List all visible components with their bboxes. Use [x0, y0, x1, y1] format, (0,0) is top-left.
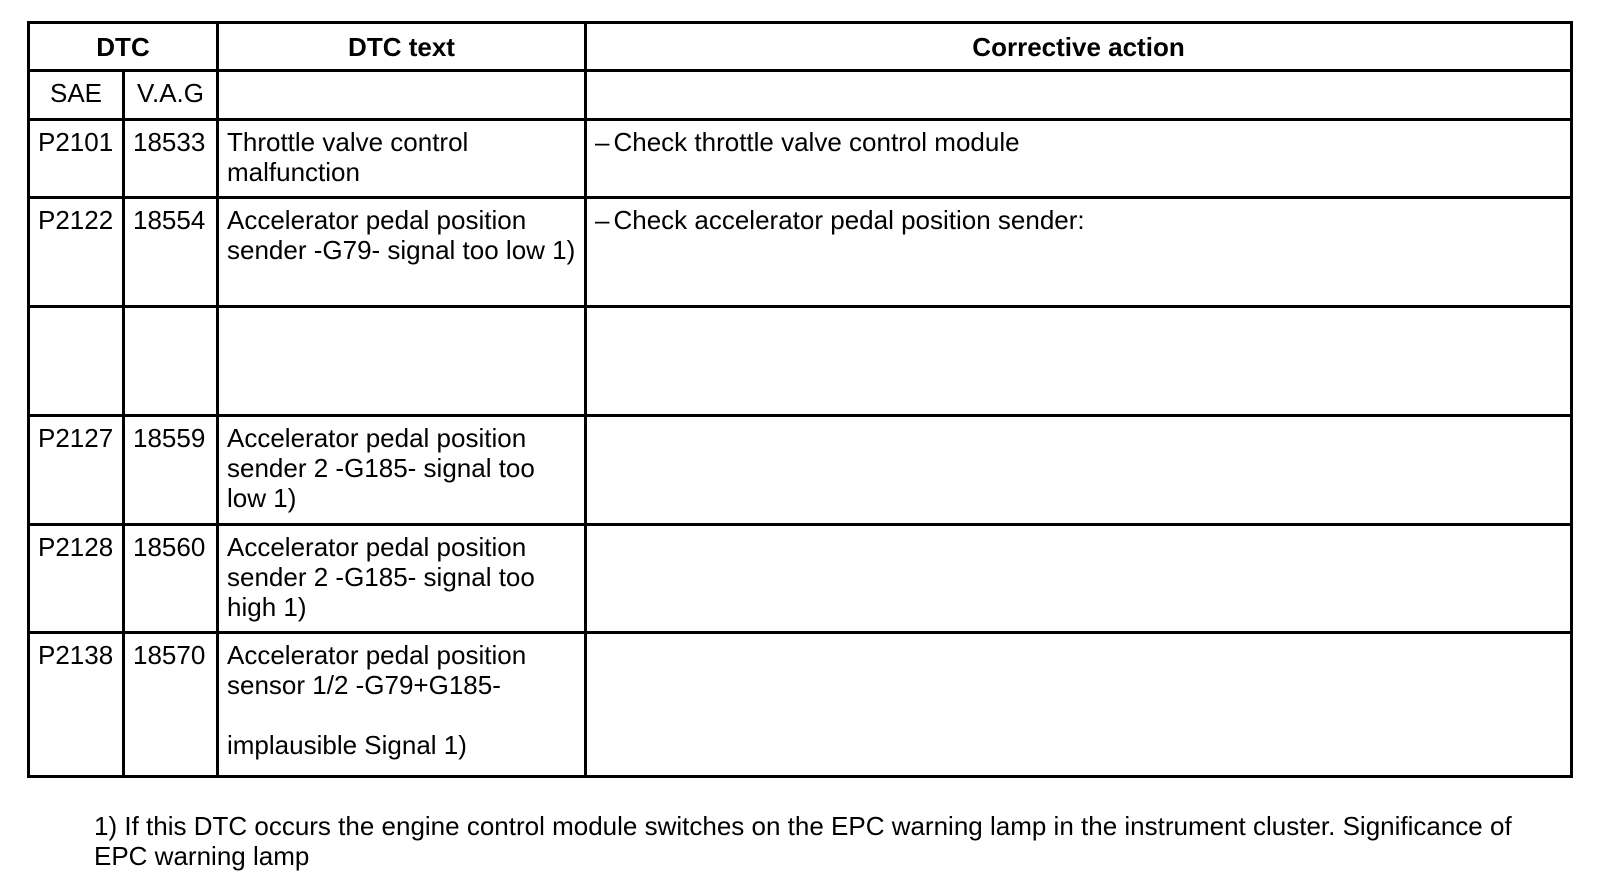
vag-code: 18533: [124, 120, 218, 198]
dtc-text: Accelerator pedal position sender -G79- signal too low 1): [218, 198, 586, 307]
corrective-action: [586, 120, 1572, 198]
table-row: [29, 525, 1572, 633]
corrective-action: [586, 525, 1572, 633]
bullet-dash: –: [595, 127, 610, 157]
corrective-action: [586, 307, 1572, 416]
sae-code: P2138: [29, 633, 124, 777]
header-dtc: DTC: [29, 23, 218, 71]
table-row: [29, 307, 1572, 416]
table-row: [29, 633, 1572, 777]
sae-code: P2122: [29, 198, 124, 307]
footnote: 1) If this DTC occurs the engine control module switches on the EPC warning lamp in the instrument cluster. Significance of EPC warning lamp: [94, 811, 1512, 871]
vag-code: 18570: [124, 633, 218, 777]
dtc-table: [27, 21, 1573, 778]
header-empty-action: [586, 71, 1572, 120]
sae-code: P2128: [29, 525, 124, 633]
line-gap: [227, 700, 576, 730]
corrective-action: [586, 198, 1572, 307]
header-row-sub: [29, 71, 1572, 120]
dtc-text: Accelerator pedal position sender 2 -G185- signal too high 1): [218, 525, 586, 633]
header-dtc-text: DTC text: [218, 23, 586, 71]
dtc-text: [218, 307, 586, 416]
corrective-action: [586, 416, 1572, 525]
bullet-dash: –: [595, 205, 610, 235]
sae-code: P2127: [29, 416, 124, 525]
corrective-action-text: Check accelerator pedal position sender:: [613, 205, 1085, 235]
vag-code: 18560: [124, 525, 218, 633]
header-empty-text: [218, 71, 586, 120]
header-sae: SAE: [29, 71, 124, 120]
dtc-text: Accelerator pedal position sender 2 -G185- signal too low 1): [218, 416, 586, 525]
dtc-text: [218, 633, 586, 777]
dtc-text-line1: Accelerator pedal position sensor 1/2 -G79+G185-: [227, 640, 527, 700]
header-vag: V.A.G: [124, 71, 218, 120]
table-row: [29, 198, 1572, 307]
vag-code: 18554: [124, 198, 218, 307]
sae-code: P2101: [29, 120, 124, 198]
header-row-main: [29, 23, 1572, 71]
header-corrective-action: Corrective action: [586, 23, 1572, 71]
vag-code: [124, 307, 218, 416]
dtc-text-line2: implausible Signal 1): [227, 730, 467, 760]
sae-code: [29, 307, 124, 416]
corrective-action: [586, 633, 1572, 777]
table-row: [29, 416, 1572, 525]
dtc-text: Throttle valve control malfunction: [218, 120, 586, 198]
corrective-action-text: Check throttle valve control module: [613, 127, 1020, 157]
vag-code: 18559: [124, 416, 218, 525]
table-row: [29, 120, 1572, 198]
